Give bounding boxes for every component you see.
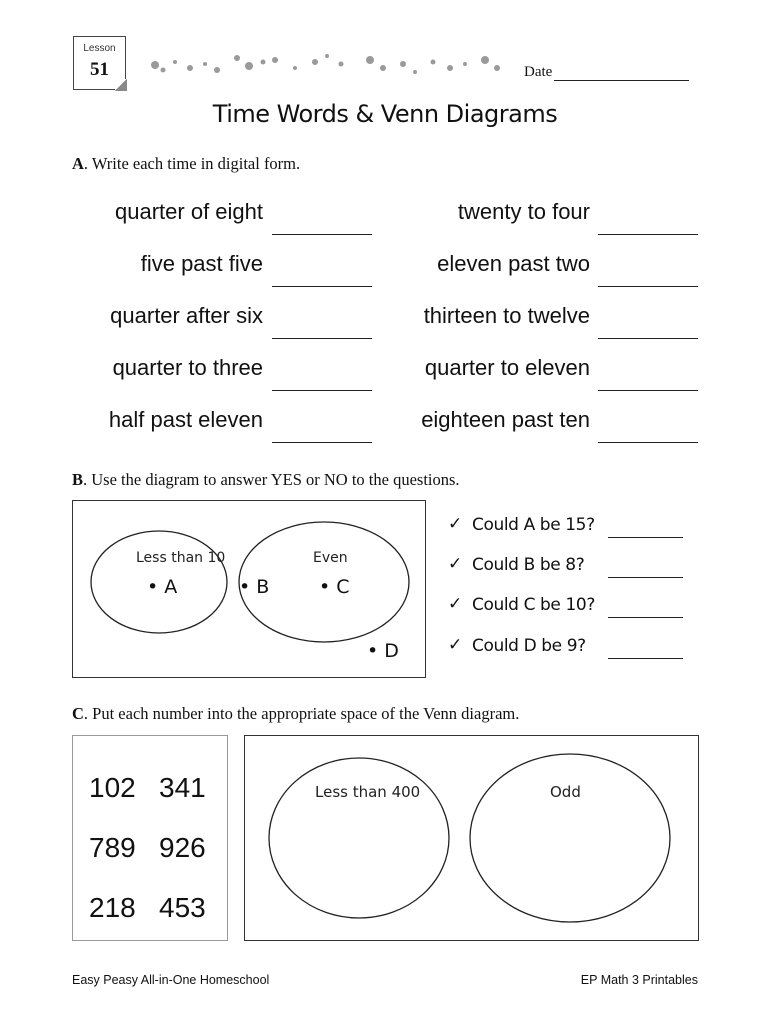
venn-label-left: Less than 10 <box>136 550 226 566</box>
venn-label-right: Odd <box>550 783 581 801</box>
answer-blank[interactable] <box>608 658 683 659</box>
venn-circle-right[interactable] <box>470 754 670 922</box>
question-item <box>448 594 688 624</box>
answer-blank[interactable] <box>598 442 698 443</box>
venn-point-c: • C <box>319 576 350 598</box>
venn-point-d: • D <box>367 640 399 662</box>
answer-blank[interactable] <box>608 577 683 578</box>
number-item[interactable]: 926 <box>159 832 206 863</box>
venn-diagram-b-svg <box>73 501 427 679</box>
venn-diagram-c-svg <box>245 736 697 939</box>
date-label: Date <box>524 64 553 80</box>
number-item[interactable]: 341 <box>159 772 206 803</box>
venn-diagram-b <box>72 500 426 678</box>
time-phrase: quarter after six <box>110 303 263 328</box>
checkmark-icon: ✓ <box>448 635 463 655</box>
page-fold-decoration <box>115 79 127 91</box>
answer-blank[interactable] <box>272 442 372 443</box>
page-title: Time Words & Venn Diagrams <box>212 100 558 128</box>
time-phrase: quarter of eight <box>115 199 263 224</box>
question-item <box>448 514 688 544</box>
checkmark-icon: ✓ <box>448 514 463 534</box>
answer-blank[interactable] <box>598 286 698 287</box>
venn-diagram-c <box>244 735 699 941</box>
venn-point-a: • A <box>147 576 178 598</box>
time-phrase: five past five <box>140 251 263 276</box>
section-c-text: . Put each number into the appropriate space of the Venn diagram. <box>83 704 520 723</box>
time-phrase: half past eleven <box>108 407 263 432</box>
question-item <box>448 635 688 665</box>
section-a-letter: A <box>72 154 84 173</box>
number-item[interactable]: 789 <box>89 832 136 863</box>
time-phrase: thirteen to twelve <box>423 303 590 328</box>
number-item[interactable]: 102 <box>89 772 136 803</box>
venn-point-b: • B <box>239 576 270 598</box>
question-text: Could C be 10? <box>472 595 595 615</box>
date-field[interactable] <box>524 64 689 81</box>
question-text: Could B be 8? <box>472 555 585 575</box>
question-item <box>448 554 688 584</box>
venn-label-left: Less than 400 <box>315 783 421 801</box>
section-b-letter: B <box>72 470 84 489</box>
time-phrase: quarter to eleven <box>424 355 590 380</box>
answer-blank[interactable] <box>272 390 372 391</box>
footer-left: Easy Peasy All-in-One Homeschool <box>72 973 270 987</box>
time-phrase: twenty to four <box>457 199 590 224</box>
number-row <box>89 878 229 938</box>
answer-blank[interactable] <box>272 234 372 235</box>
lesson-number: 51 <box>90 59 109 80</box>
section-b-instruction <box>72 470 460 490</box>
checkmark-icon: ✓ <box>448 594 463 614</box>
time-phrase: quarter to three <box>112 355 263 380</box>
answer-blank[interactable] <box>598 234 698 235</box>
answer-blank[interactable] <box>608 617 683 618</box>
date-blank[interactable] <box>554 66 689 81</box>
time-phrase: eleven past two <box>437 251 590 276</box>
section-c-instruction <box>72 704 519 724</box>
number-row <box>89 818 229 878</box>
checkmark-icon: ✓ <box>448 554 463 574</box>
lesson-badge <box>73 36 126 90</box>
number-item[interactable]: 218 <box>89 892 136 923</box>
section-b-text: . Use the diagram to answer YES or NO to the questions. <box>83 470 460 489</box>
number-grid <box>89 758 229 938</box>
footer-right: EP Math 3 Printables <box>580 973 698 987</box>
answer-blank[interactable] <box>272 338 372 339</box>
venn-circle-left[interactable] <box>269 758 449 918</box>
decorative-flower-border <box>145 50 505 80</box>
number-row <box>89 758 229 818</box>
answer-blank[interactable] <box>598 338 698 339</box>
time-phrase: eighteen past ten <box>421 407 590 432</box>
section-a-text: . Write each time in digital form. <box>83 154 301 173</box>
venn-label-right: Even <box>313 550 348 566</box>
answer-blank[interactable] <box>598 390 698 391</box>
section-a-instruction <box>72 154 300 174</box>
number-bank <box>72 735 228 941</box>
question-text: Could A be 15? <box>472 515 595 535</box>
number-item[interactable]: 453 <box>159 892 206 923</box>
answer-blank[interactable] <box>272 286 372 287</box>
lesson-label: Lesson <box>83 43 116 54</box>
section-c-letter: C <box>72 704 84 723</box>
answer-blank[interactable] <box>608 537 683 538</box>
question-text: Could D be 9? <box>472 636 586 656</box>
